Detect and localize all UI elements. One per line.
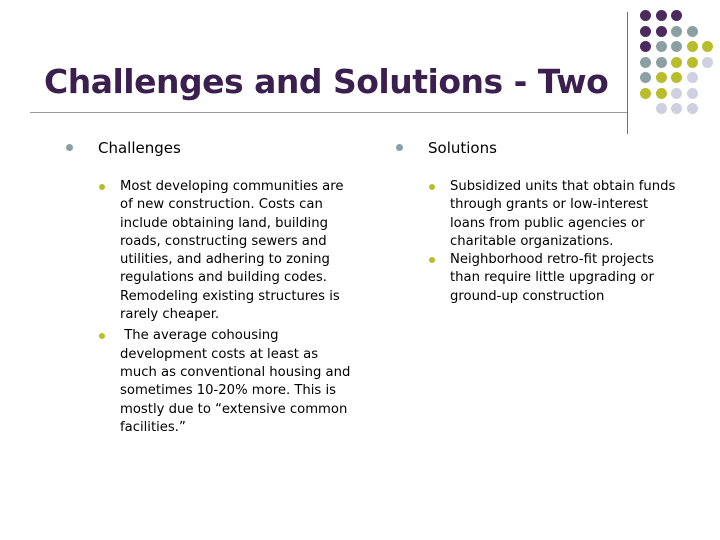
bullet-icon	[99, 333, 105, 339]
decorative-dot	[687, 72, 698, 83]
decorative-dot	[687, 88, 698, 99]
decorative-dot	[671, 10, 682, 21]
solution-text: Subsidized units that obtain funds through grants or low-interest loans from public agencies or charitable organizations.	[450, 179, 676, 249]
vertical-divider	[627, 12, 628, 134]
decorative-dot	[656, 57, 667, 68]
challenges-heading-item	[66, 138, 356, 158]
challenges-list	[66, 178, 356, 437]
decorative-dot	[640, 41, 651, 52]
challenges-heading: Challenges	[98, 139, 181, 157]
decorative-dot	[687, 26, 698, 37]
solution-item	[428, 251, 686, 306]
decorative-dot	[687, 57, 698, 68]
solutions-heading: Solutions	[428, 139, 497, 157]
decorative-dot	[671, 41, 682, 52]
solutions-heading-item	[396, 138, 686, 158]
title-divider	[30, 112, 628, 113]
decorative-dot	[656, 10, 667, 21]
decorative-dot	[687, 41, 698, 52]
slide-title: Challenges and Solutions - Two	[44, 62, 609, 101]
challenge-text: The average cohousing development costs at least as much as conventional housing and sometimes 10-20% more. This is mostly due to “extensive common facilities.”	[120, 328, 355, 435]
decorative-dot	[687, 103, 698, 114]
decorative-dot	[671, 26, 682, 37]
bullet-icon	[429, 184, 435, 190]
decorative-dot	[702, 41, 713, 52]
solution-text: Neighborhood retro-fit projects than require little upgrading or ground-up construction	[450, 252, 654, 304]
challenges-column	[66, 138, 356, 437]
decorative-dot	[640, 57, 651, 68]
decorative-dot	[640, 26, 651, 37]
decorative-dot	[656, 103, 667, 114]
decorative-dot	[671, 72, 682, 83]
bullet-icon	[429, 257, 435, 263]
decorative-dot	[640, 10, 651, 21]
decorative-dot	[671, 88, 682, 99]
bullet-icon	[396, 144, 403, 151]
bullet-icon	[99, 184, 105, 190]
bullet-icon	[66, 144, 73, 151]
decorative-dot	[671, 57, 682, 68]
challenge-item	[98, 327, 356, 437]
solution-item	[428, 178, 686, 251]
decorative-dot	[656, 26, 667, 37]
decorative-dot	[640, 88, 651, 99]
decorative-dot	[640, 72, 651, 83]
solutions-list	[396, 178, 686, 306]
challenge-text: Most developing communities are of new construction. Costs can include obtaining land, building roads, constructing sewers and utilities, and adhering to zoning regulations and building codes. Remodeling existing structures is rarely cheaper.	[120, 179, 344, 323]
decorative-dot	[702, 57, 713, 68]
decorative-dot-grid	[640, 10, 720, 140]
decorative-dot	[656, 41, 667, 52]
decorative-dot	[656, 72, 667, 83]
solutions-column	[396, 138, 686, 306]
decorative-dot	[671, 103, 682, 114]
challenge-item	[98, 178, 356, 324]
decorative-dot	[656, 88, 667, 99]
